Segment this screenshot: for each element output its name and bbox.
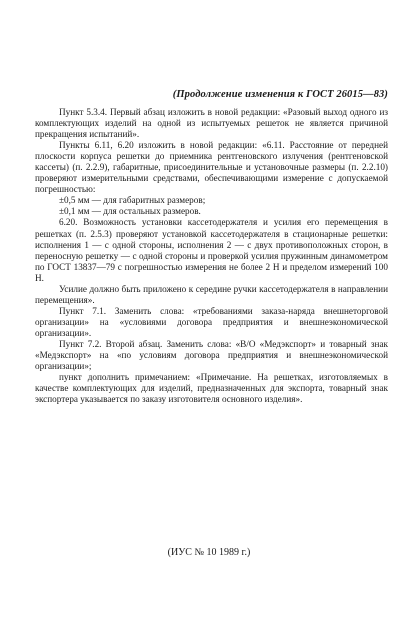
paragraph-7-1: Пункт 7.1. Заменить слова: «требованиями заказа-наряда внешнеторговой организации» на «условиями договора предприятия и внешнеэкономической организации».	[35, 305, 388, 338]
amendment-header: (Продолжение изменения к ГОСТ 26015—83)	[172, 89, 388, 100]
paragraph-force: Усилие должно быть приложено к середине ручки кассетодержателя в направлении перемещения».	[35, 283, 388, 305]
paragraph-6-20: 6.20. Возможность установки кассетодержателя и усилия его перемещения в решетках (п. 2.5.3) проверяют установкой кассетодержателя в стационарные решетки: исполнения 1 — с одной стороны, исполнения 2 — с двух противоположных сторон, в переносную решетку — с одной стороны и проверкой усилия пружинным динамометром по ГОСТ 13837—79 с погрешностью измерения не более 2 Н и пределом измерений 100 Н.	[35, 217, 388, 283]
paragraph-note: пункт дополнить примечанием: «Примечание. На решетках, изготовляемых в качестве комплектующих для изделий, предназначенных для экспорта, товарный знак экспортера указывается по заказу изготовителя основного изделия».	[35, 372, 388, 405]
paragraph-7-2: Пункт 7.2. Второй абзац. Заменить слова: «В/О «Медэкспорт» и товарный знак «Медэкспорт» на «по условиям договора предприятия и внешнеэкономической организации»;	[35, 338, 388, 372]
ius-reference: (ИУС № 10 1989 г.)	[167, 547, 251, 558]
paragraph-5-3-4: Пункт 5.3.4. Первый абзац изложить в новой редакции: «Разовый выход одного из комплектующих изделий на одной из испытуемых решеток не является причиной прекращения испытаний».	[35, 107, 388, 140]
document-body	[35, 107, 388, 405]
paragraph-6-11: Пункты 6.11, 6.20 изложить в новой редакции: «6.11. Расстояние от передней плоскости корпуса решетки до приемника рентгеновского излучения (рентгеновской кассеты) (п. 2.2.9), габаритные, присоединительные и установочные размеры (п. 2.2.10) проверяют измерительными средствами, обеспечивающими измерение с допускаемой погрешностью:	[35, 140, 388, 195]
tolerance-overall: ±0,5 мм — для габаритных размеров;	[59, 195, 206, 206]
tolerance-other: ±0,1 мм — для остальных размеров.	[59, 206, 201, 217]
